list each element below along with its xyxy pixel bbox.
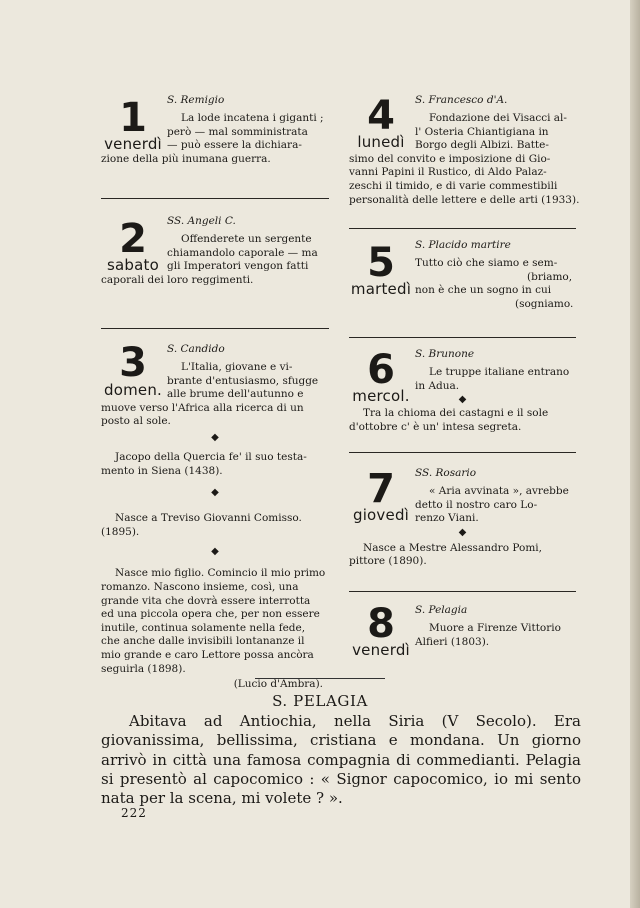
entry-text: Offenderete un sergente chiamandolo caporale — ma gli Imperatori vengon fatti bbox=[167, 233, 318, 273]
story-text bbox=[101, 712, 581, 808]
saint-name: S. Pelagia bbox=[415, 604, 468, 616]
day-entry-4 bbox=[349, 93, 580, 214]
day-entry-6 bbox=[349, 338, 576, 452]
day-name: domen. bbox=[103, 381, 162, 399]
diamond-ornament: ◆ bbox=[458, 526, 467, 538]
day-entry-3 bbox=[101, 329, 329, 691]
story-title: S. PELAGIA bbox=[272, 692, 368, 710]
day-name: sabato bbox=[107, 256, 159, 274]
entry-text: L'Italia, giovane e vi- brante d'entusiasmo, sfugge alle brume dell'autunno e bbox=[167, 361, 319, 401]
entry-text-cont: muove verso l'Africa alla ricerca di un posto al sole. bbox=[101, 401, 304, 428]
left-column bbox=[101, 94, 329, 691]
saint-name: SS. Angeli C. bbox=[167, 215, 236, 227]
entry-text: Fondazione dei Visacci al- l' Osteria Chiantigiana in Borgo degli Albizi. Batte- bbox=[415, 112, 567, 152]
note-text: Nasce a Mestre Alessandro Pomi, pittore (1890). bbox=[349, 541, 542, 568]
day-entry-1 bbox=[101, 94, 329, 198]
signature: (Lucio d'Ambra). bbox=[233, 678, 323, 691]
entry-text-cont: zione della più inumana guerra. bbox=[101, 152, 271, 165]
day-number: 2 bbox=[119, 216, 147, 262]
saint-name: S. Brunone bbox=[415, 348, 475, 360]
entry-text: Le truppe italiane entrano in Adua. bbox=[415, 366, 570, 392]
day-number: 7 bbox=[367, 466, 395, 512]
story-paragraph: Abitava ad Antiochia, nella Siria (V Secolo). Era giovanissima, bellissima, cristiana e mondana. Un giorno arrivò in città una famosa compagnia di commedianti. Pelagia si presentò al capocomico : « Signor capocomico, io mi sento nata per la scena, mi volete ? ». bbox=[101, 712, 581, 808]
title-separator bbox=[255, 678, 385, 679]
day-number: 4 bbox=[367, 93, 395, 139]
note-text: Nasce mio figlio. Comincio il mio primo romanzo. Nascono insieme, così, una grande vita che dovrà essere interrotta ed una piccola opera che, per non essere inutile, continua solamente nella fede, che anche dalle invisibili lontananze il mio grande e caro Lettore possa ancòra seguirla (1898). bbox=[101, 567, 326, 675]
saint-name: SS. Rosario bbox=[415, 467, 477, 479]
day-entry-7 bbox=[349, 453, 576, 591]
day-number: 6 bbox=[367, 347, 395, 393]
day-number: 8 bbox=[367, 601, 395, 647]
day-number: 5 bbox=[367, 240, 395, 286]
diamond-ornament: ◆ bbox=[458, 394, 467, 406]
page-number: 222 bbox=[121, 806, 147, 820]
note-text: Tra la chioma dei castagni e il sole d'ottobre c' è un' intesa segreta. bbox=[349, 407, 549, 433]
day-name: venerdì bbox=[104, 135, 162, 153]
day-entry-2 bbox=[101, 199, 329, 328]
entry-text-cont: simo del convito e imposizione di Gio- vanni Papini il Rustico, di Aldo Palaz- zeschi il timido, e di varie commestibili personalità delle lettere e delle arti (1933). bbox=[349, 152, 580, 206]
day-name: martedì bbox=[350, 280, 412, 298]
right-column bbox=[349, 93, 580, 674]
entry-text: Tutto ciò che siamo e sem- (briamo, non è che un sogno in cui (sogniamo. bbox=[415, 257, 574, 310]
entry-text: La lode incatena i giganti ; però — mal somministrata — può essere la dichiara- bbox=[167, 112, 324, 152]
saint-name: S. Placido martire bbox=[415, 239, 511, 251]
day-name: giovedì bbox=[352, 506, 410, 524]
entry-text-cont: caporali dei loro reggimenti. bbox=[101, 273, 254, 286]
entry-text: Muore a Firenze Vittorio Alfieri (1803). bbox=[415, 622, 561, 648]
diamond-ornament: ◆ bbox=[211, 431, 219, 443]
saint-name: S. Remigio bbox=[167, 94, 225, 106]
saint-name: S. Candido bbox=[167, 343, 225, 355]
day-name: lunedì bbox=[357, 133, 405, 151]
day-name: venerdì bbox=[352, 641, 410, 659]
day-number: 3 bbox=[119, 340, 147, 386]
day-name: mercol. bbox=[352, 387, 410, 405]
diamond-ornament: ◆ bbox=[211, 546, 219, 558]
day-entry-8 bbox=[349, 592, 576, 674]
day-entry-5 bbox=[349, 229, 576, 337]
saint-name: S. Francesco d'A. bbox=[415, 94, 508, 106]
note-text: Nasce a Treviso Giovanni Comisso. (1895). bbox=[101, 512, 302, 538]
entry-text: « Aria avvinata », avrebbe detto il nostro caro Lo- renzo Viani. bbox=[415, 485, 569, 525]
day-number: 1 bbox=[119, 95, 147, 141]
note-text: Jacopo della Quercia fe' il suo testa- mento in Siena (1438). bbox=[101, 450, 307, 477]
page-edge bbox=[630, 0, 640, 908]
diamond-ornament: ◆ bbox=[211, 487, 219, 499]
